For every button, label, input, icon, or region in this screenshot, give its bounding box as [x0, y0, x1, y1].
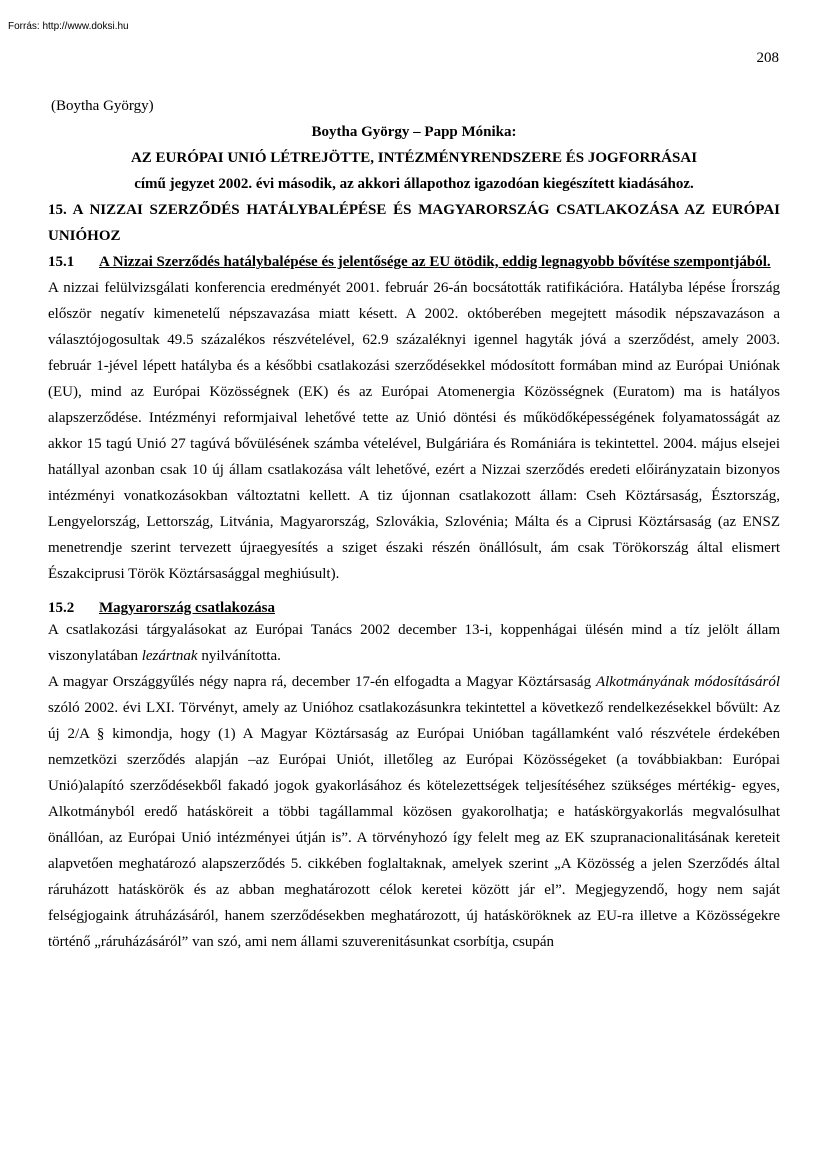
header-book-title: AZ EURÓPAI UNIÓ LÉTREJÖTTE, INTÉZMÉNYRENDSZERE ÉS JOGFORRÁSAI	[130, 150, 698, 166]
text-span: szóló 2002. évi LXI. Törvényt, amely az Unióhoz csatlakozásunkra tekintettel a következő rendelkezésekkel bővült: Az új 2/A § kimondja, hogy (1) A Magyar Köztársaság az Európai Unióban tagállamként való részvétele érdekében nemzetközi szerződés alapján –az Európai Uniót, illetőleg az Európai Közösségeket (a továbbiakban: Európai Unió)alapító szerződésekből fakadó jogok gyakorlásához és kötelezettségek teljesítéséhez szükséges mértékig- egyes, Alkotmányból eredő hatásköreit a többi tagállammal közösen gyakorolhatja; e hatáskörgyakorlás megvalósulhat önállóan, az Európai Unió intézményei útján is”. A törvényhozó így felelt meg az EK szupranacionalitásának kereteit alapvetően meghatározó alapszerződés 5. cikkében foglaltaknak, amelyek szerint „A Közösség a jelen Szerződés által ráruházott hatáskörök és az abban meghatározott célok keretei között jár el”. Megjegyzendő, hogy nem saját felségjogaink átruházásáról, hanem szerződésekben meghatározott, új hatásköröknek az EU-ra illetve a Közösségekre történő „ráruházásáról” van szó, ami nem állami szuverenitásunkat csorbítja, csupán	[48, 700, 780, 950]
section-15-1-paragraph: A nizzai felülvizsgálati konferencia eredményét 2001. február 26-án bocsátották ratifikációra. Hatályba lépése Írország először negatív kimenetelű népszavazása miatt késett. A 2002. októberében megejtett második népszavazáson a választójogosultak 49.5 százalékos részvételével, 62.9 százaléknyi igennel hagyták jóvá a szerződést, amely 2003. február 1-jével lépett hatályba és a későbbi csatlakozási szerződésekkel módosított formában mind az Európai Uniónak (EU), mind az Európai Közösségnek (EK) és az Európai Atomenergia Közösségnek (Euratom) ma is hatályos alapszerződése. Intézményi reformjaival lehetővé tette az Unió döntési és működőképességének folyamatosságát az akkor 15 tagú Unió 27 tagúvá bővülésének számba vételével, Bulgáriára és Romániára is tekintettel. 2004. május elsejei hatállyal azonban csak 10 új állam csatlakozása vált lehetővé, ezért a Nizzai szerződés eredeti előirányzatain bizonyos intézményi vonatkozásokban változtatni kellett. A tiz újonnan csatlakozott állam: Cseh Köztársaság, Észtország, Lengyelország, Lettország, Litvánia, Magyarország, Szlovákia, Szlovénia; Málta és a Ciprusi Köztársaság (az ENSZ menetrendje szerint tervezett újraegyesítés a sziget északi részén önállósult, ám csak Törökország által elismert Északciprusi Török Köztársasággal meghiúsult).	[48, 280, 780, 582]
section-title: Magyarország csatlakozása	[99, 600, 275, 616]
spacer	[48, 587, 780, 599]
section-15-2-paragraph-2	[48, 669, 780, 955]
section-number: 15.1	[48, 254, 75, 270]
source-line: Forrás: http://www.doksi.hu	[8, 21, 129, 32]
text-span: nyilvánította.	[197, 648, 281, 664]
header-authors: Boytha György – Papp Mónika:	[311, 124, 517, 140]
text-span: A csatlakozási tárgyalásokat az Európai Tanács 2002 december 13-i, koppenhágai ülésén mind a tíz jelölt állam viszonylatában	[48, 622, 780, 664]
section-15-2-paragraph-1	[48, 617, 780, 669]
chapter-title: 15. A NIZZAI SZERZŐDÉS HATÁLYBALÉPÉSE ÉS MAGYARORSZÁG CSATLAKOZÁSA AZ EURÓPAI UNIÓHOZ	[48, 202, 780, 244]
section-title: A Nizzai Szerződés hatálybalépése és jelentősége az EU ötödik, eddig legnagyobb bővítése szempontjából.	[99, 254, 771, 270]
document-body	[48, 93, 780, 955]
author-note: (Boytha György)	[51, 98, 154, 114]
section-15-1-heading	[48, 249, 780, 275]
header-edition: című jegyzet 2002. évi második, az akkori állapothoz igazodóan kiegészített kiadásához.	[134, 176, 694, 192]
page-number: 208	[756, 50, 779, 66]
section-number: 15.2	[48, 600, 75, 616]
text-span: A magyar Országgyűlés négy napra rá, december 17-én elfogadta a Magyar Köztársaság	[48, 674, 596, 690]
emphasis-text: lezártnak	[141, 648, 198, 664]
emphasis-text: Alkotmányának módosításáról	[595, 674, 781, 690]
section-15-2-heading	[48, 599, 780, 617]
